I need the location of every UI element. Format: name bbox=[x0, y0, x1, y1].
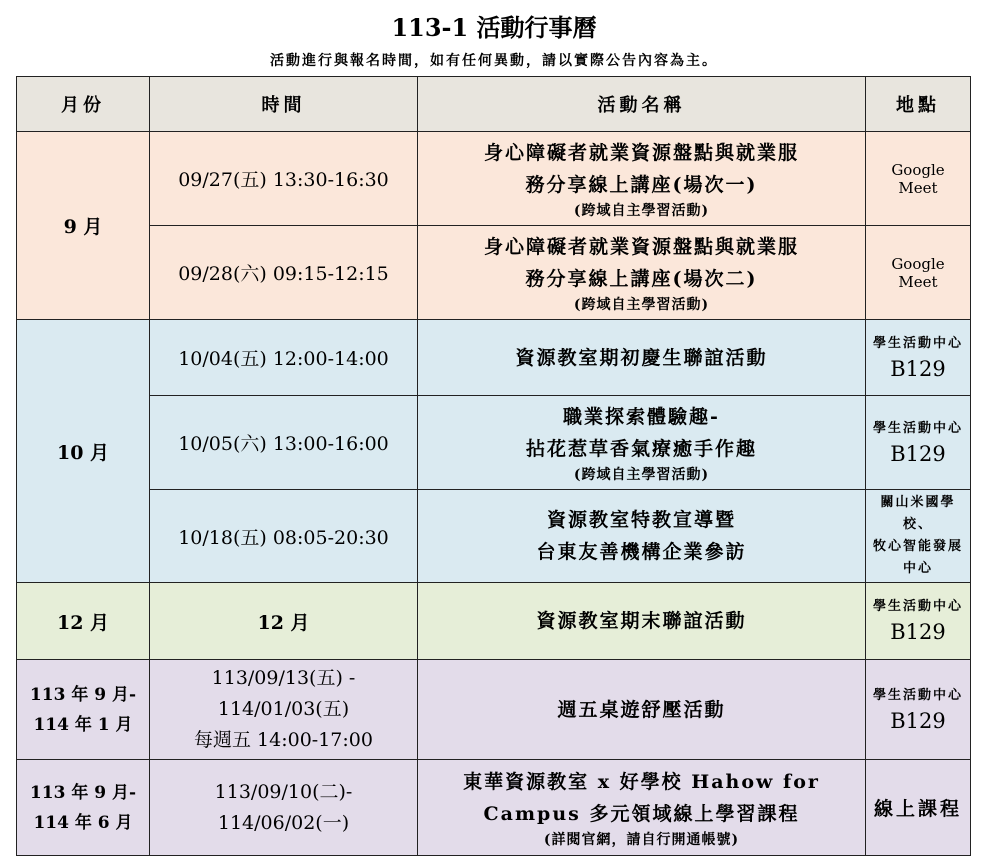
activity-title: 台東友善機構企業參訪 bbox=[536, 541, 747, 563]
activity-title: 拈花惹草香氣療癒手作趣 bbox=[525, 437, 757, 460]
table-row bbox=[17, 320, 971, 396]
time-range-end: 114/06/02(一) bbox=[217, 811, 350, 834]
activity-title: 資源教室期末聯誼活動 bbox=[536, 610, 747, 632]
location-building: 學生活動中心 bbox=[872, 335, 963, 351]
location-cell: Google Meet bbox=[866, 132, 971, 226]
activity-cell bbox=[418, 132, 866, 226]
location-building: 學生活動中心 bbox=[872, 420, 963, 436]
location-building: 學生活動中心 bbox=[872, 599, 963, 614]
table-row bbox=[17, 226, 971, 320]
table-row bbox=[17, 396, 971, 490]
location-room: B129 bbox=[890, 441, 946, 466]
location-cell bbox=[866, 320, 971, 396]
location-room: B129 bbox=[890, 708, 946, 733]
header-activity: 活動名稱 bbox=[418, 77, 866, 132]
activity-cell bbox=[418, 320, 866, 396]
activity-title: 職業探索體驗趣- bbox=[563, 405, 720, 428]
location-cell bbox=[866, 660, 971, 760]
location-room: B129 bbox=[890, 620, 946, 644]
table-row bbox=[17, 660, 971, 760]
activity-title: 週五桌遊舒壓活動 bbox=[557, 698, 726, 721]
activity-note: (跨域自主學習活動) bbox=[573, 466, 710, 483]
time-cell: 12 月 bbox=[150, 583, 418, 660]
location-line: 牧心智能發展 bbox=[872, 539, 963, 554]
location-cell: 線上課程 bbox=[866, 760, 971, 856]
activity-title: 資源教室特教宣導暨 bbox=[546, 509, 736, 531]
activity-cell bbox=[418, 660, 866, 760]
table-row bbox=[17, 583, 971, 660]
month-cell bbox=[17, 760, 150, 856]
time-range-start: 113/09/13(五) - bbox=[211, 667, 356, 689]
month-cell: 12 月 bbox=[17, 583, 150, 660]
month-cell: 10 月 bbox=[17, 320, 150, 583]
table-row bbox=[17, 132, 971, 226]
activity-cell bbox=[418, 396, 866, 490]
page-title: 113-1 活動行事曆 bbox=[391, 13, 597, 42]
activity-title: 東華資源教室 x 好學校 Hahow for bbox=[463, 770, 820, 793]
location-cell: Google Meet bbox=[866, 226, 971, 320]
location-line: 中心 bbox=[902, 561, 933, 576]
header-month: 月份 bbox=[17, 77, 150, 132]
activity-cell bbox=[418, 490, 866, 583]
time-cell: 09/28(六) 09:15-12:15 bbox=[150, 226, 418, 320]
time-cell: 09/27(五) 13:30-16:30 bbox=[150, 132, 418, 226]
header-row bbox=[17, 77, 971, 132]
activity-title: 身心障礙者就業資源盤點與就業服 bbox=[483, 141, 799, 164]
activity-title: 務分享線上講座(場次二) bbox=[525, 267, 758, 290]
activity-note: (詳閱官網，請自行開通帳號) bbox=[543, 831, 740, 848]
month-range-start: 113 年 9 月- bbox=[29, 782, 137, 803]
time-range-end: 114/01/03(五) bbox=[217, 698, 350, 720]
activity-title: Campus 多元領域線上學習課程 bbox=[483, 802, 800, 825]
location-cell bbox=[866, 490, 971, 583]
month-range-end: 114 年 6 月 bbox=[33, 812, 133, 833]
activity-cell bbox=[418, 760, 866, 856]
month-range-end: 114 年 1 月 bbox=[33, 714, 133, 735]
time-cell: 10/04(五) 12:00-14:00 bbox=[150, 320, 418, 396]
activity-cell bbox=[418, 226, 866, 320]
header-time: 時間 bbox=[150, 77, 418, 132]
table-row bbox=[17, 490, 971, 583]
location-building: 學生活動中心 bbox=[872, 687, 963, 703]
location-cell bbox=[866, 583, 971, 660]
table-row bbox=[17, 760, 971, 856]
time-weekly: 每週五 14:00-17:00 bbox=[194, 729, 373, 751]
page-subtitle: 活動進行與報名時間，如有任何異動，請以實際公告內容為主。 bbox=[270, 53, 718, 69]
activity-title: 務分享線上講座(場次一) bbox=[525, 173, 758, 196]
location-cell bbox=[866, 396, 971, 490]
activity-calendar-table bbox=[16, 76, 971, 856]
time-cell bbox=[150, 760, 418, 856]
month-cell: 9 月 bbox=[17, 132, 150, 320]
activity-note: (跨域自主學習活動) bbox=[573, 202, 710, 219]
time-cell: 10/05(六) 13:00-16:00 bbox=[150, 396, 418, 490]
activity-title: 資源教室期初慶生聯誼活動 bbox=[515, 346, 768, 369]
activity-cell bbox=[418, 583, 866, 660]
activity-title: 身心障礙者就業資源盤點與就業服 bbox=[483, 235, 799, 258]
activity-note: (跨域自主學習活動) bbox=[573, 296, 710, 313]
month-cell bbox=[17, 660, 150, 760]
header-location: 地點 bbox=[866, 77, 971, 132]
time-range-start: 113/09/10(二)- bbox=[214, 780, 353, 803]
time-cell: 10/18(五) 08:05-20:30 bbox=[150, 490, 418, 583]
location-room: B129 bbox=[890, 356, 946, 381]
month-range-start: 113 年 9 月- bbox=[29, 684, 137, 705]
location-line: 關山米國學校、 bbox=[880, 495, 956, 532]
time-cell bbox=[150, 660, 418, 760]
